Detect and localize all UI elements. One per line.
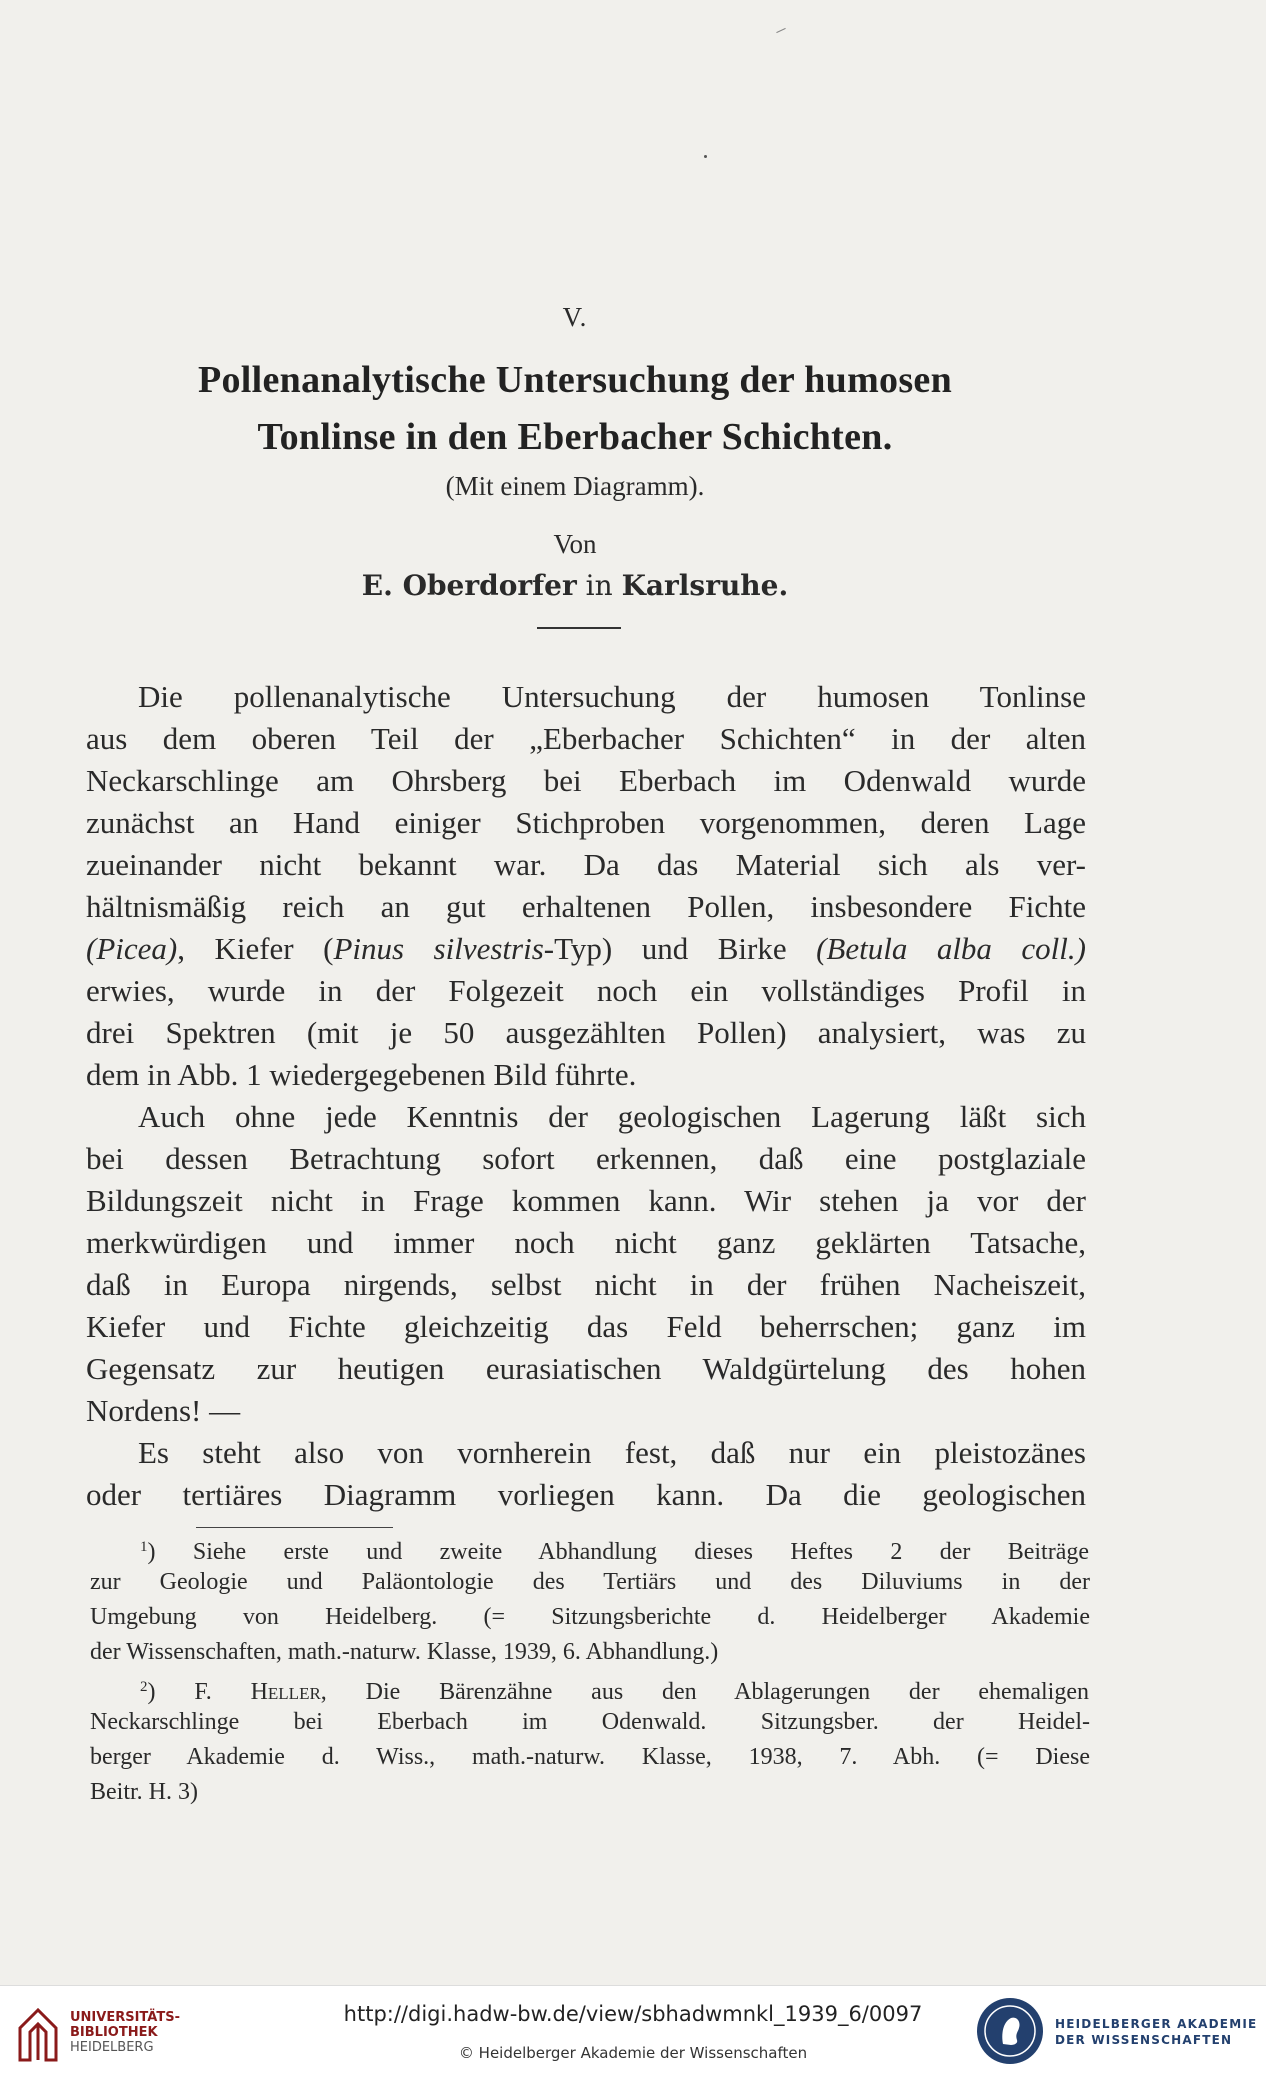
byline-von: Von (553, 529, 597, 559)
text-line: erwies, wurde in der Folgezeit noch ein vollständiges Profil in (86, 973, 1086, 1008)
academy-name: HEIDELBERGER AKADEMIE DER WISSENSCHAFTEN (1055, 2017, 1258, 2047)
text-line: dem in Abb. 1 wiedergegebenen Bild führte. (86, 1057, 637, 1092)
footnote-mark: 2 (140, 1679, 148, 1695)
author-place: Karlsruhe. (621, 569, 789, 602)
footnote-divider (196, 1527, 393, 1528)
author-in: in (585, 569, 613, 602)
text-line: aus dem oberen Teil der „Eberbacher Schichten“ in der alten (86, 721, 1086, 756)
text-line: oder tertiäres Diagramm vorliegen kann. Da die geologischen (86, 1477, 1086, 1512)
text-line: zueinander nicht bekannt war. Da das Material sich als ver- (86, 847, 1086, 882)
text-line: Die pollenanalytische Untersuchung der humosen Tonlinse (138, 679, 1086, 714)
viewer-footer (0, 1985, 1266, 2079)
footnote-line: Beitr. H. 3) (90, 1779, 198, 1805)
text-line: zunächst an Hand einiger Stichproben vorgenommen, deren Lage (86, 805, 1086, 840)
author-heller: Heller (250, 1679, 321, 1705)
text-line: merkwürdigen und immer noch nicht ganz geklärten Tatsache, (86, 1225, 1086, 1260)
text-line: Gegensatz zur heutigen eurasiatischen Waldgürtelung des hohen (86, 1351, 1086, 1386)
text-line: Nordens! — (86, 1393, 241, 1428)
text-line: Bildungszeit nicht in Frage kommen kann. Wir stehen ja vor der (86, 1183, 1086, 1218)
title-line-1: Pollenanalytische Untersuchung der humosen (197, 359, 953, 401)
term-betula: (Betula alba coll.) (816, 931, 1086, 966)
text-line: Kiefer und Fichte gleichzeitig das Feld beherrschen; ganz im (86, 1309, 1086, 1344)
term-picea: (Picea) (86, 931, 178, 966)
text-line: drei Spektren (mit je 50 ausgezählten Pollen) analysiert, was zu (86, 1015, 1086, 1050)
copyright-notice: © Heidelberger Akademie der Wissenschaften (458, 2044, 808, 2062)
subtitle: (Mit einem Diagramm). (445, 471, 705, 501)
title-divider (537, 627, 621, 629)
term-pinus: Pinus silvestris (333, 931, 544, 966)
stray-mark (776, 28, 785, 33)
footnote-line: Umgebung von Heidelberg. (= Sitzungsberichte d. Heidelberger Akademie (90, 1604, 1090, 1630)
text-line: hältnismäßig reich an gut erhaltenen Pollen, insbesondere Fichte (86, 889, 1086, 924)
chapter-numeral: V. (562, 302, 588, 332)
university-library-name: UNIVERSITÄTS- BIBLIOTHEK HEIDELBERG (70, 2010, 180, 2055)
footnote-mark: 1 (140, 1539, 148, 1555)
academy-seal-icon[interactable] (977, 1998, 1043, 2064)
text-line: Es steht also von vornherein fest, daß nur ein pleistozänes (138, 1435, 1086, 1470)
text-line: Neckarschlinge am Ohrsberg bei Eberbach im Odenwald wurde (86, 763, 1086, 798)
footnote-2-line: $^2$) F. Heller, Die Bärenzähne aus den Ablagerungen der ehemaligen (140, 1679, 1089, 1705)
author-name: E. Oberdorfer (361, 569, 577, 602)
footnote-line: der Wissenschaften, math.-naturw. Klasse, 1939, 6. Abhandlung.) (90, 1639, 719, 1665)
text-line: Auch ohne jede Kenntnis der geologischen Lagerung läßt sich (138, 1099, 1086, 1134)
title-line-2: Tonlinse in den Eberbacher Schichten. (257, 416, 893, 458)
footnote-1-line: $^1$) Siehe erste und zweite Abhandlung dieses Heftes 2 der Beiträge (140, 1539, 1089, 1565)
text-line: bei dessen Betrachtung sofort erkennen, daß eine postglaziale (86, 1141, 1086, 1176)
text-line-species: (Picea), Kiefer (Pinus silvestris-Typ) und Birke (Betula alba coll.) (86, 931, 1086, 966)
footnote-line: berger Akademie d. Wiss., math.-naturw. Klasse, 1938, 7. Abh. (= Diese (90, 1744, 1090, 1770)
author-line (0, 569, 1150, 602)
footnote-line: zur Geologie und Paläontologie des Tertiärs und des Diluviums in der (90, 1569, 1090, 1595)
footnote-line: Neckarschlinge bei Eberbach im Odenwald. Sitzungsber. der Heidel- (90, 1709, 1090, 1735)
stray-dot (704, 155, 707, 158)
permalink-url[interactable]: http://digi.hadw-bw.de/view/sbhadwmnkl_1939_6/0097 (343, 2002, 923, 2026)
text-line: daß in Europa nirgends, selbst nicht in der frühen Nacheiszeit, (86, 1267, 1086, 1302)
